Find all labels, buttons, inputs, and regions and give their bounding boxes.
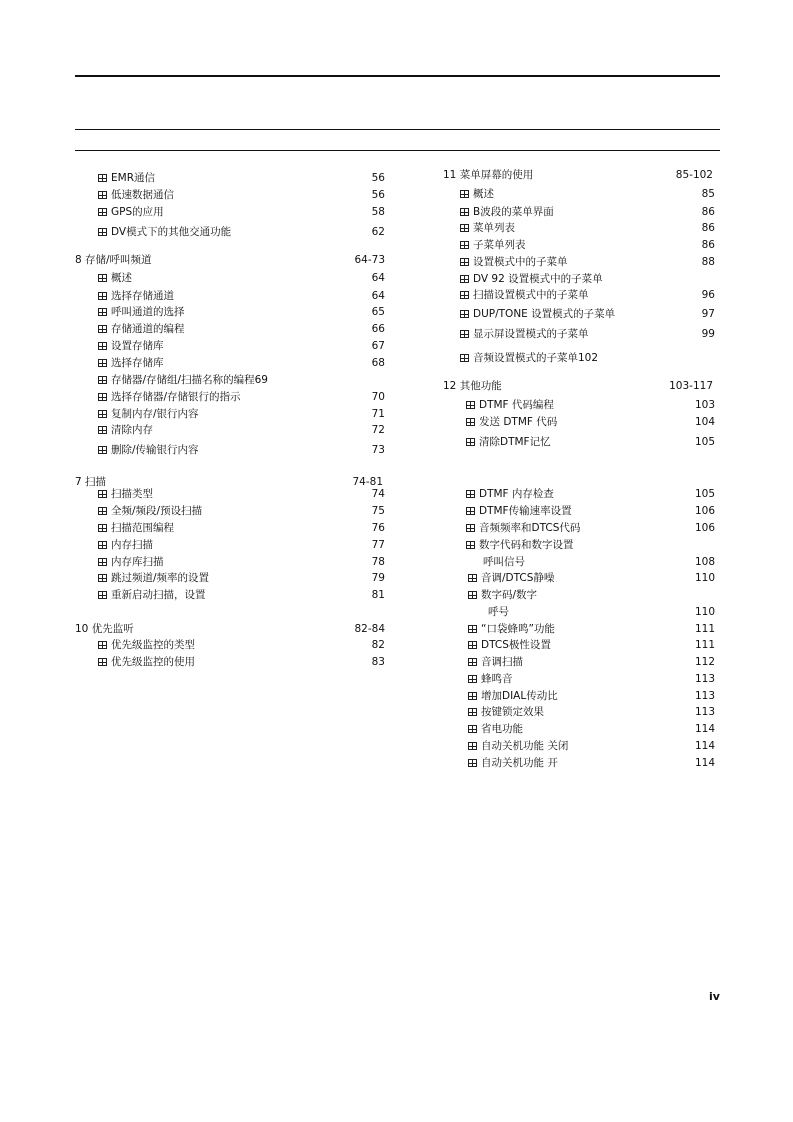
- toc-entry[interactable]: [98, 442, 385, 458]
- toc-page-number: 77: [371, 539, 385, 551]
- entry-bullet-icon: [98, 426, 107, 434]
- toc-entry-title: 设置存储库: [111, 340, 164, 352]
- toc-entry-title: 7 扫描: [75, 476, 107, 488]
- entry-bullet-icon: [98, 393, 107, 401]
- toc-entry-title: 删除/传输银行内容: [111, 444, 199, 456]
- entry-bullet-icon: [460, 275, 469, 283]
- toc-entry[interactable]: [98, 637, 385, 653]
- entry-bullet-icon: [468, 591, 477, 599]
- toc-entry[interactable]: [468, 637, 715, 653]
- toc-page-number: 110: [694, 606, 715, 618]
- toc-entry-title: 内存库扫描: [111, 556, 164, 568]
- toc-entry[interactable]: [466, 397, 715, 413]
- toc-entry-title: DV 92 设置模式中的子菜单: [473, 273, 603, 285]
- toc-entry[interactable]: [98, 270, 385, 286]
- toc-page-number: 79: [371, 572, 385, 584]
- toc-entry[interactable]: [460, 204, 715, 220]
- toc-entry[interactable]: [466, 486, 715, 502]
- toc-entry-title: 内存扫描: [111, 539, 153, 551]
- toc-page-number: 73: [371, 444, 385, 456]
- toc-entry-title: 呼叫通道的选择: [111, 306, 185, 318]
- toc-entry-title: 复制内存/银行内容: [111, 408, 199, 420]
- entry-bullet-icon: [98, 446, 107, 454]
- entry-bullet-icon: [468, 574, 477, 582]
- toc-entry-title: “口袋蜂鸣”功能: [481, 623, 555, 635]
- toc-entry-title: DTMF传输速率设置: [479, 505, 572, 517]
- toc-entry[interactable]: [98, 587, 385, 603]
- toc-entry-title: 全频/频段/预设扫描: [111, 505, 203, 517]
- entry-bullet-icon: [460, 291, 469, 299]
- toc-page-number: 103: [694, 399, 715, 411]
- toc-entry-title: DV模式下的其他交通功能: [111, 226, 232, 238]
- entry-bullet-icon: [468, 759, 477, 767]
- toc-entry-title: 优先级监控的类型: [111, 639, 195, 651]
- toc-page-number: 75: [371, 505, 385, 517]
- toc-entry-title: 8 存储/呼叫频道: [75, 254, 152, 266]
- toc-entry[interactable]: [98, 304, 385, 320]
- toc-entry[interactable]: [466, 434, 715, 450]
- toc-entry-title: 音频频率和DTCS代码: [479, 522, 581, 534]
- toc-entry-title: B波段的菜单界面: [473, 206, 554, 218]
- toc-entry[interactable]: [98, 406, 385, 422]
- toc-entry[interactable]: [468, 587, 715, 603]
- entry-bullet-icon: [466, 490, 475, 498]
- toc-entry-title: 优先级监控的使用: [111, 656, 195, 668]
- toc-page-number: 104: [694, 416, 715, 428]
- toc-entry[interactable]: [98, 204, 385, 220]
- toc-entry-title: 选择存储通道: [111, 290, 174, 302]
- toc-entry-title: 自动关机功能 开: [481, 757, 558, 769]
- entry-bullet-icon: [468, 708, 477, 716]
- toc-entry-title: 12 其他功能: [443, 380, 502, 392]
- toc-entry-title: 显示屏设置模式的子菜单: [473, 328, 589, 340]
- entry-bullet-icon: [98, 490, 107, 498]
- entry-bullet-icon: [466, 418, 475, 426]
- toc-entry-title: 跳过频道/频率的设置: [111, 572, 210, 584]
- entry-bullet-icon: [98, 591, 107, 599]
- toc-entry[interactable]: [98, 503, 385, 519]
- toc-entry-title: DTMF 代码编程: [479, 399, 554, 411]
- toc-page-number: 64: [371, 272, 385, 284]
- entry-bullet-icon: [98, 208, 107, 216]
- toc-page-number: 81: [371, 589, 385, 601]
- toc-page-number: 62: [371, 226, 385, 238]
- toc-chapter-heading[interactable]: [443, 167, 713, 183]
- toc-page-number: 64: [371, 290, 385, 302]
- toc-entry[interactable]: [460, 271, 715, 287]
- toc-entry[interactable]: [468, 671, 715, 687]
- toc-entry[interactable]: [98, 520, 385, 536]
- toc-page-number: 113: [694, 690, 715, 702]
- toc-page-number: 82: [371, 639, 385, 651]
- entry-bullet-icon: [98, 524, 107, 532]
- toc-entry-title: 设置模式中的子菜单: [473, 256, 568, 268]
- toc-entry-title: DUP/TONE 设置模式的子菜单: [473, 308, 616, 320]
- toc-page-number: 86: [701, 239, 715, 251]
- entry-bullet-icon: [466, 401, 475, 409]
- toc-entry[interactable]: [466, 537, 715, 553]
- entry-bullet-icon: [98, 376, 107, 384]
- toc-entry-title: 存储通道的编程: [111, 323, 185, 335]
- toc-chapter-heading[interactable]: [483, 554, 715, 570]
- entry-bullet-icon: [468, 658, 477, 666]
- toc-entry[interactable]: [460, 326, 715, 342]
- toc-page-number: 65: [371, 306, 385, 318]
- toc-entry-title: 选择存储器/存储银行的指示: [111, 391, 241, 403]
- toc-page-number: 99: [701, 328, 715, 340]
- toc-entry[interactable]: [460, 287, 715, 303]
- toc-entry[interactable]: [460, 220, 715, 236]
- toc-entry-title: DTMF 内存检查: [479, 488, 554, 500]
- entry-bullet-icon: [460, 354, 469, 362]
- toc-entry[interactable]: [460, 186, 715, 202]
- toc-entry[interactable]: [98, 321, 385, 337]
- toc-page-number: 86: [701, 206, 715, 218]
- toc-entry[interactable]: [466, 414, 715, 430]
- entry-bullet-icon: [98, 541, 107, 549]
- toc-entry-title: DTCS极性设置: [481, 639, 551, 651]
- toc-page-number: 110: [694, 572, 715, 584]
- toc-entry-title: 自动关机功能 关闭: [481, 740, 569, 752]
- toc-entry[interactable]: [468, 704, 715, 720]
- entry-bullet-icon: [98, 558, 107, 566]
- entry-bullet-icon: [98, 292, 107, 300]
- toc-entry-title: 重新启动扫描，设置: [111, 589, 206, 601]
- toc-page-number: 97: [701, 308, 715, 320]
- toc-entry-title: 扫描范围编程: [111, 522, 174, 534]
- entry-bullet-icon: [460, 224, 469, 232]
- toc-page-number: 105: [694, 436, 715, 448]
- toc-page-number: 114: [694, 723, 715, 735]
- toc-page-number: 78: [371, 556, 385, 568]
- toc-page-number: 114: [694, 740, 715, 752]
- toc-page-number: 85-102: [675, 169, 713, 181]
- toc-entry-title: GPS的应用: [111, 206, 164, 218]
- toc-entry-title: 存储器/存储组/扫描名称的编程69: [111, 374, 268, 386]
- toc-entry[interactable]: [98, 554, 385, 570]
- toc-chapter-heading[interactable]: [75, 621, 385, 637]
- toc-entry[interactable]: [460, 306, 715, 322]
- toc-page-number: 67: [371, 340, 385, 352]
- entry-bullet-icon: [98, 342, 107, 350]
- toc-page-number: 96: [701, 289, 715, 301]
- toc-page-number: 111: [694, 639, 715, 651]
- toc-entry-title: 低速数据通信: [111, 189, 174, 201]
- toc-entry[interactable]: [98, 486, 385, 502]
- entry-bullet-icon: [460, 310, 469, 318]
- toc-entry-title: 发送 DTMF 代码: [479, 416, 558, 428]
- toc-page-number: 111: [694, 623, 715, 635]
- toc-entry-title: 概述: [473, 188, 494, 200]
- toc-page-number: 83: [371, 656, 385, 668]
- entry-bullet-icon: [468, 641, 477, 649]
- toc-entry-title: 概述: [111, 272, 132, 284]
- entry-bullet-icon: [468, 725, 477, 733]
- toc-page-number: 56: [371, 172, 385, 184]
- toc-entry-title: 选择存储库: [111, 357, 164, 369]
- entry-bullet-icon: [98, 574, 107, 582]
- toc-entry-title: EMR通信: [111, 172, 155, 184]
- toc-entry-title: 扫描设置模式中的子菜单: [473, 289, 589, 301]
- toc-page-number: 74-81: [352, 476, 383, 488]
- entry-bullet-icon: [98, 658, 107, 666]
- entry-bullet-icon: [460, 241, 469, 249]
- toc-entry[interactable]: [468, 721, 715, 737]
- toc-page-number: 114: [694, 757, 715, 769]
- entry-bullet-icon: [468, 675, 477, 683]
- toc-entry[interactable]: [468, 688, 715, 704]
- toc-entry-title: 音频设置模式的子菜单102: [473, 352, 599, 364]
- entry-bullet-icon: [460, 330, 469, 338]
- toc-page-number: 113: [694, 706, 715, 718]
- entry-bullet-icon: [98, 410, 107, 418]
- toc-page-number: 113: [694, 673, 715, 685]
- toc-entry-title: 呼叫信号: [483, 556, 525, 568]
- toc-entry[interactable]: [98, 170, 385, 186]
- toc-entry[interactable]: [468, 654, 715, 670]
- toc-page-number: 82-84: [354, 623, 385, 635]
- toc-page-number: 56: [371, 189, 385, 201]
- toc-page-number: 85: [701, 188, 715, 200]
- toc-page-number: 105: [694, 488, 715, 500]
- toc-entry-title: 子菜单列表: [473, 239, 526, 251]
- toc-entry-title: 数字代码和数字设置: [479, 539, 574, 551]
- entry-bullet-icon: [468, 742, 477, 750]
- toc-entry-title: 菜单列表: [473, 222, 515, 234]
- toc-entry[interactable]: [468, 738, 715, 754]
- toc-page-number: 71: [371, 408, 385, 420]
- toc-entry-title: 按键锁定效果: [481, 706, 544, 718]
- entry-bullet-icon: [98, 325, 107, 333]
- toc-entry[interactable]: [468, 621, 715, 637]
- toc-entry-title: 11 菜单屏幕的使用: [443, 169, 534, 181]
- entry-bullet-icon: [98, 641, 107, 649]
- toc-right-column: [443, 0, 718, 1122]
- entry-bullet-icon: [466, 438, 475, 446]
- toc-entry[interactable]: [98, 389, 385, 405]
- toc-page-number: 64-73: [354, 254, 385, 266]
- entry-bullet-icon: [468, 625, 477, 633]
- toc-entry-title: 扫描类型: [111, 488, 153, 500]
- toc-page-number: 86: [701, 222, 715, 234]
- toc-page-number: 112: [694, 656, 715, 668]
- toc-entry[interactable]: [466, 520, 715, 536]
- toc-entry-title: 蜂鸣音: [481, 673, 513, 685]
- entry-bullet-icon: [466, 507, 475, 515]
- toc-page-number: 58: [371, 206, 385, 218]
- toc-entry-title: 清除内存: [111, 424, 153, 436]
- entry-bullet-icon: [98, 274, 107, 282]
- toc-page-number: 88: [701, 256, 715, 268]
- toc-entry[interactable]: [98, 570, 385, 586]
- toc-page-number: 70: [371, 391, 385, 403]
- toc-chapter-heading[interactable]: [488, 604, 715, 620]
- entry-bullet-icon: [98, 507, 107, 515]
- toc-entry[interactable]: [460, 350, 715, 366]
- toc-entry-title: 省电功能: [481, 723, 523, 735]
- toc-chapter-heading[interactable]: [443, 378, 713, 394]
- toc-chapter-heading[interactable]: [75, 252, 385, 268]
- toc-entry[interactable]: [98, 355, 385, 371]
- entry-bullet-icon: [98, 359, 107, 367]
- entry-bullet-icon: [98, 191, 107, 199]
- toc-entry-title: 清除DTMF记忆: [479, 436, 551, 448]
- entry-bullet-icon: [468, 692, 477, 700]
- toc-entry[interactable]: [466, 503, 715, 519]
- toc-entry[interactable]: [98, 422, 385, 438]
- toc-page-number: 68: [371, 357, 385, 369]
- toc-entry[interactable]: [468, 755, 715, 771]
- page-folio: iv: [709, 990, 720, 1003]
- entry-bullet-icon: [460, 190, 469, 198]
- entry-bullet-icon: [466, 541, 475, 549]
- entry-bullet-icon: [460, 258, 469, 266]
- toc-page-number: 106: [694, 505, 715, 517]
- toc-page-number: 108: [694, 556, 715, 568]
- toc-entry-title: 数字码/数字: [481, 589, 538, 601]
- entry-bullet-icon: [466, 524, 475, 532]
- toc-page-number: 106: [694, 522, 715, 534]
- toc-entry[interactable]: [98, 372, 385, 388]
- toc-entry[interactable]: [98, 187, 385, 203]
- toc-left-column: [75, 0, 385, 1122]
- toc-entry[interactable]: [98, 288, 385, 304]
- toc-entry[interactable]: [98, 537, 385, 553]
- toc-entry-title: 10 优先监听: [75, 623, 134, 635]
- toc-page-number: 72: [371, 424, 385, 436]
- toc-entry-title: 呼号: [488, 606, 509, 618]
- toc-page-number: 103-117: [669, 380, 713, 392]
- toc-page-number: 76: [371, 522, 385, 534]
- toc-entry[interactable]: [98, 654, 385, 670]
- toc-entry-title: 音调/DTCS静噪: [481, 572, 555, 584]
- toc-entry[interactable]: [98, 224, 385, 240]
- entry-bullet-icon: [98, 228, 107, 236]
- toc-entry[interactable]: [460, 254, 715, 270]
- toc-entry[interactable]: [468, 570, 715, 586]
- toc-page-number: 74: [371, 488, 385, 500]
- toc-entry-title: 音调扫描: [481, 656, 523, 668]
- entry-bullet-icon: [98, 308, 107, 316]
- entry-bullet-icon: [460, 208, 469, 216]
- toc-entry[interactable]: [460, 237, 715, 253]
- toc-entry-title: 增加DIAL传动比: [481, 690, 558, 702]
- toc-entry[interactable]: [98, 338, 385, 354]
- entry-bullet-icon: [98, 174, 107, 182]
- toc-page-number: 66: [371, 323, 385, 335]
